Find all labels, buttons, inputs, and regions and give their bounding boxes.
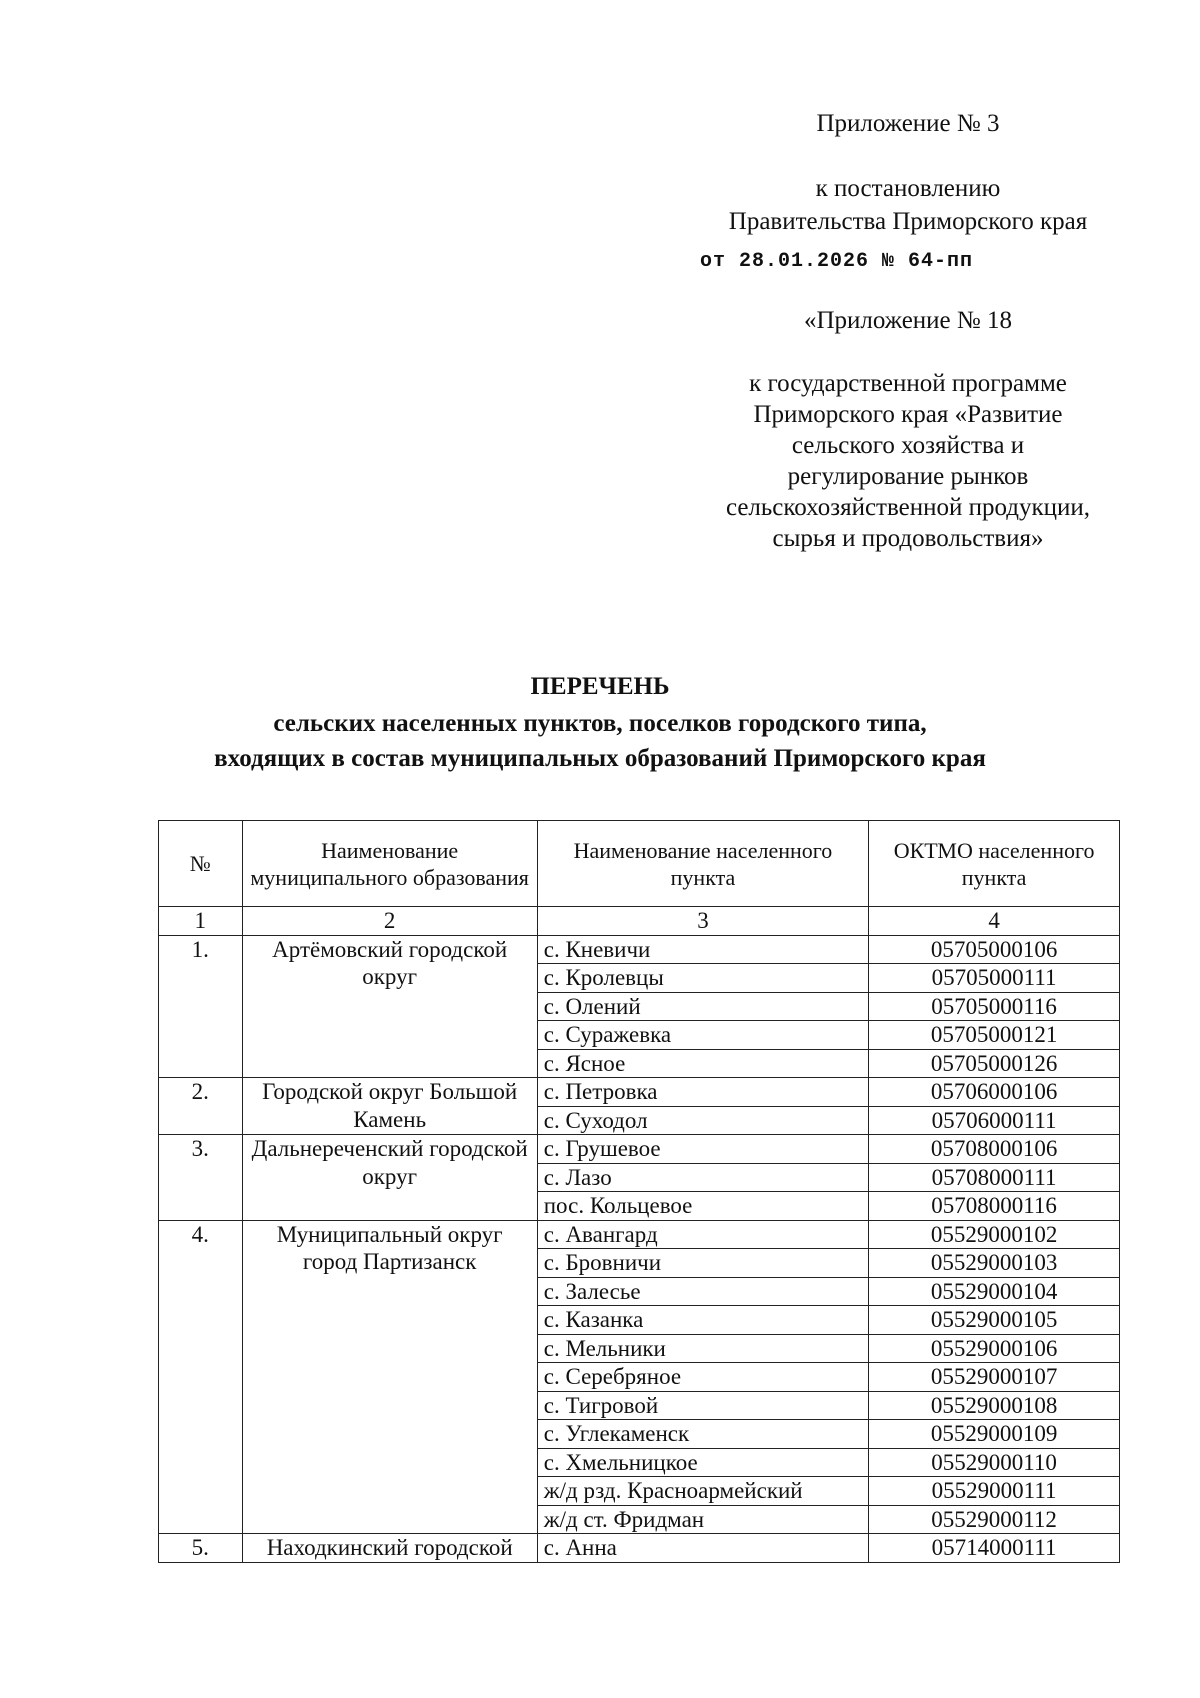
column-number: 2	[242, 907, 537, 936]
settlements-table	[158, 820, 1120, 1563]
cell-municipality	[242, 1220, 537, 1274]
cell-oktmo: 05705000111	[869, 964, 1120, 993]
cell-oktmo: 05529000110	[869, 1448, 1120, 1477]
table-row	[159, 1448, 1120, 1477]
cell-settlement: с. Бровничи	[537, 1249, 868, 1278]
cell-no	[159, 1106, 243, 1135]
cell-settlement: с. Суходол	[537, 1106, 868, 1135]
table-row	[159, 1192, 1120, 1221]
cell-municipality	[242, 1021, 537, 1050]
header-municipality: Наименование муниципального образования	[242, 821, 537, 907]
cell-oktmo: 05529000111	[869, 1477, 1120, 1506]
table-row	[159, 1363, 1120, 1392]
cell-no	[159, 1505, 243, 1534]
cell-oktmo: 05706000106	[869, 1078, 1120, 1107]
cell-oktmo: 05705000116	[869, 992, 1120, 1021]
cell-municipality	[242, 1334, 537, 1363]
cell-settlement: ж/д ст. Фридман	[537, 1505, 868, 1534]
cell-oktmo: 05714000111	[869, 1534, 1120, 1563]
municipality-name: Дальнереченский городской округ	[251, 1136, 528, 1189]
to-decree-label: к постановлению	[815, 175, 1001, 202]
cell-no: 4.	[159, 1220, 243, 1249]
cell-municipality	[242, 1534, 537, 1563]
municipality-name: Артёмовский городской округ	[272, 936, 508, 989]
cell-oktmo: 05708000116	[869, 1192, 1120, 1221]
column-number: 4	[869, 907, 1120, 936]
header-settlement: Наименование населенного пункта	[537, 821, 868, 907]
cell-settlement: с. Кневичи	[537, 935, 868, 964]
cell-oktmo: 05529000112	[869, 1505, 1120, 1534]
program-line: к государственной программе	[749, 370, 1067, 397]
municipality-name: Городской округ Большой Камень	[262, 1079, 518, 1132]
cell-settlement: с. Анна	[537, 1534, 868, 1563]
annex18-label: «Приложение № 18	[803, 307, 1013, 334]
cell-no	[159, 1249, 243, 1278]
table-row	[159, 1021, 1120, 1050]
table-row	[159, 1220, 1120, 1249]
cell-no: 3.	[159, 1135, 243, 1164]
cell-municipality	[242, 1277, 537, 1306]
cell-settlement: с. Петровка	[537, 1078, 868, 1107]
cell-oktmo: 05706000111	[869, 1106, 1120, 1135]
cell-settlement: с. Мельники	[537, 1334, 868, 1363]
government-label: Правительства Приморского края	[728, 208, 1088, 235]
document-title: ПЕРЕЧЕНЬ	[530, 673, 670, 700]
cell-oktmo: 05708000106	[869, 1135, 1120, 1164]
column-number: 1	[159, 907, 243, 936]
cell-settlement: с. Залесье	[537, 1277, 868, 1306]
cell-no: 5.	[159, 1534, 243, 1563]
table-row	[159, 1420, 1120, 1449]
cell-municipality	[242, 1192, 537, 1221]
cell-no	[159, 1192, 243, 1221]
table-row	[159, 1534, 1120, 1563]
municipality-name: Муниципальный округ город Партизанск	[276, 1221, 503, 1274]
cell-no	[159, 1163, 243, 1192]
cell-no: 2.	[159, 1078, 243, 1107]
cell-municipality	[242, 1306, 537, 1335]
cell-no	[159, 1391, 243, 1420]
header-no: №	[159, 821, 243, 907]
cell-oktmo: 05529000102	[869, 1220, 1120, 1249]
cell-municipality	[242, 1078, 537, 1132]
program-line: сельского хозяйства и	[791, 432, 1025, 459]
cell-no	[159, 1448, 243, 1477]
decree-number-stamp: от 28.01.2026 № 64-пп	[700, 250, 974, 273]
cell-settlement: с. Авангард	[537, 1220, 868, 1249]
program-line: регулирование рынков	[787, 463, 1029, 490]
cell-settlement: с. Серебряное	[537, 1363, 868, 1392]
table-row	[159, 1049, 1120, 1078]
table-row	[159, 1391, 1120, 1420]
cell-no	[159, 1049, 243, 1078]
cell-settlement: пос. Кольцевое	[537, 1192, 868, 1221]
cell-oktmo: 05705000126	[869, 1049, 1120, 1078]
cell-settlement: с. Суражевка	[537, 1021, 868, 1050]
cell-municipality	[242, 935, 537, 989]
table-row	[159, 935, 1120, 964]
cell-municipality	[242, 1448, 537, 1477]
cell-municipality	[242, 1135, 537, 1189]
cell-oktmo: 05529000103	[869, 1249, 1120, 1278]
program-line: сырья и продовольствия»	[772, 525, 1044, 552]
cell-oktmo: 05705000106	[869, 935, 1120, 964]
cell-no	[159, 1334, 243, 1363]
table-row	[159, 1505, 1120, 1534]
cell-settlement: с. Хмельницкое	[537, 1448, 868, 1477]
annex-label: Приложение № 3	[816, 110, 1000, 137]
cell-settlement: с. Грушевое	[537, 1135, 868, 1164]
cell-no	[159, 1363, 243, 1392]
table-header-row	[159, 821, 1120, 907]
cell-municipality	[242, 1477, 537, 1506]
cell-no	[159, 1477, 243, 1506]
municipality-name: Находкинский городской	[266, 1535, 513, 1560]
cell-oktmo: 05529000104	[869, 1277, 1120, 1306]
cell-municipality	[242, 1505, 537, 1534]
cell-no	[159, 1021, 243, 1050]
cell-settlement: с. Ясное	[537, 1049, 868, 1078]
program-line: Приморского края «Развитие	[753, 401, 1063, 428]
cell-settlement: с. Тигровой	[537, 1391, 868, 1420]
cell-settlement: с. Кролевцы	[537, 964, 868, 993]
column-number-row	[159, 907, 1120, 936]
cell-settlement: с. Олений	[537, 992, 868, 1021]
cell-no	[159, 1306, 243, 1335]
table-row	[159, 1078, 1120, 1107]
cell-no	[159, 1277, 243, 1306]
cell-oktmo: 05529000107	[869, 1363, 1120, 1392]
cell-no	[159, 1420, 243, 1449]
cell-municipality	[242, 1420, 537, 1449]
cell-no: 1.	[159, 935, 243, 964]
cell-no	[159, 992, 243, 1021]
cell-oktmo: 05705000121	[869, 1021, 1120, 1050]
cell-oktmo: 05529000105	[869, 1306, 1120, 1335]
program-line: сельскохозяйственной продукции,	[725, 494, 1091, 521]
table-row	[159, 992, 1120, 1021]
cell-oktmo: 05529000108	[869, 1391, 1120, 1420]
cell-municipality	[242, 1049, 537, 1078]
cell-municipality	[242, 992, 537, 1021]
cell-settlement: с. Казанка	[537, 1306, 868, 1335]
document-subtitle-line-1: сельских населенных пунктов, поселков городского типа,	[273, 710, 927, 737]
cell-oktmo: 05529000109	[869, 1420, 1120, 1449]
cell-municipality	[242, 1391, 537, 1420]
table-row	[159, 1306, 1120, 1335]
cell-settlement: с. Углекаменск	[537, 1420, 868, 1449]
table-row	[159, 1477, 1120, 1506]
document-subtitle-line-2: входящих в состав муниципальных образований Приморского края	[214, 745, 986, 772]
table-row	[159, 1135, 1120, 1164]
column-number: 3	[537, 907, 868, 936]
table-body	[159, 907, 1120, 1563]
table-row	[159, 1277, 1120, 1306]
table-row	[159, 1334, 1120, 1363]
cell-settlement: ж/д рзд. Красноармейский	[537, 1477, 868, 1506]
program-reference	[688, 368, 1128, 554]
cell-oktmo: 05708000111	[869, 1163, 1120, 1192]
cell-municipality	[242, 1363, 537, 1392]
header-oktmo: ОКТМО населенного пункта	[869, 821, 1120, 907]
cell-settlement: с. Лазо	[537, 1163, 868, 1192]
cell-oktmo: 05529000106	[869, 1334, 1120, 1363]
cell-no	[159, 964, 243, 993]
